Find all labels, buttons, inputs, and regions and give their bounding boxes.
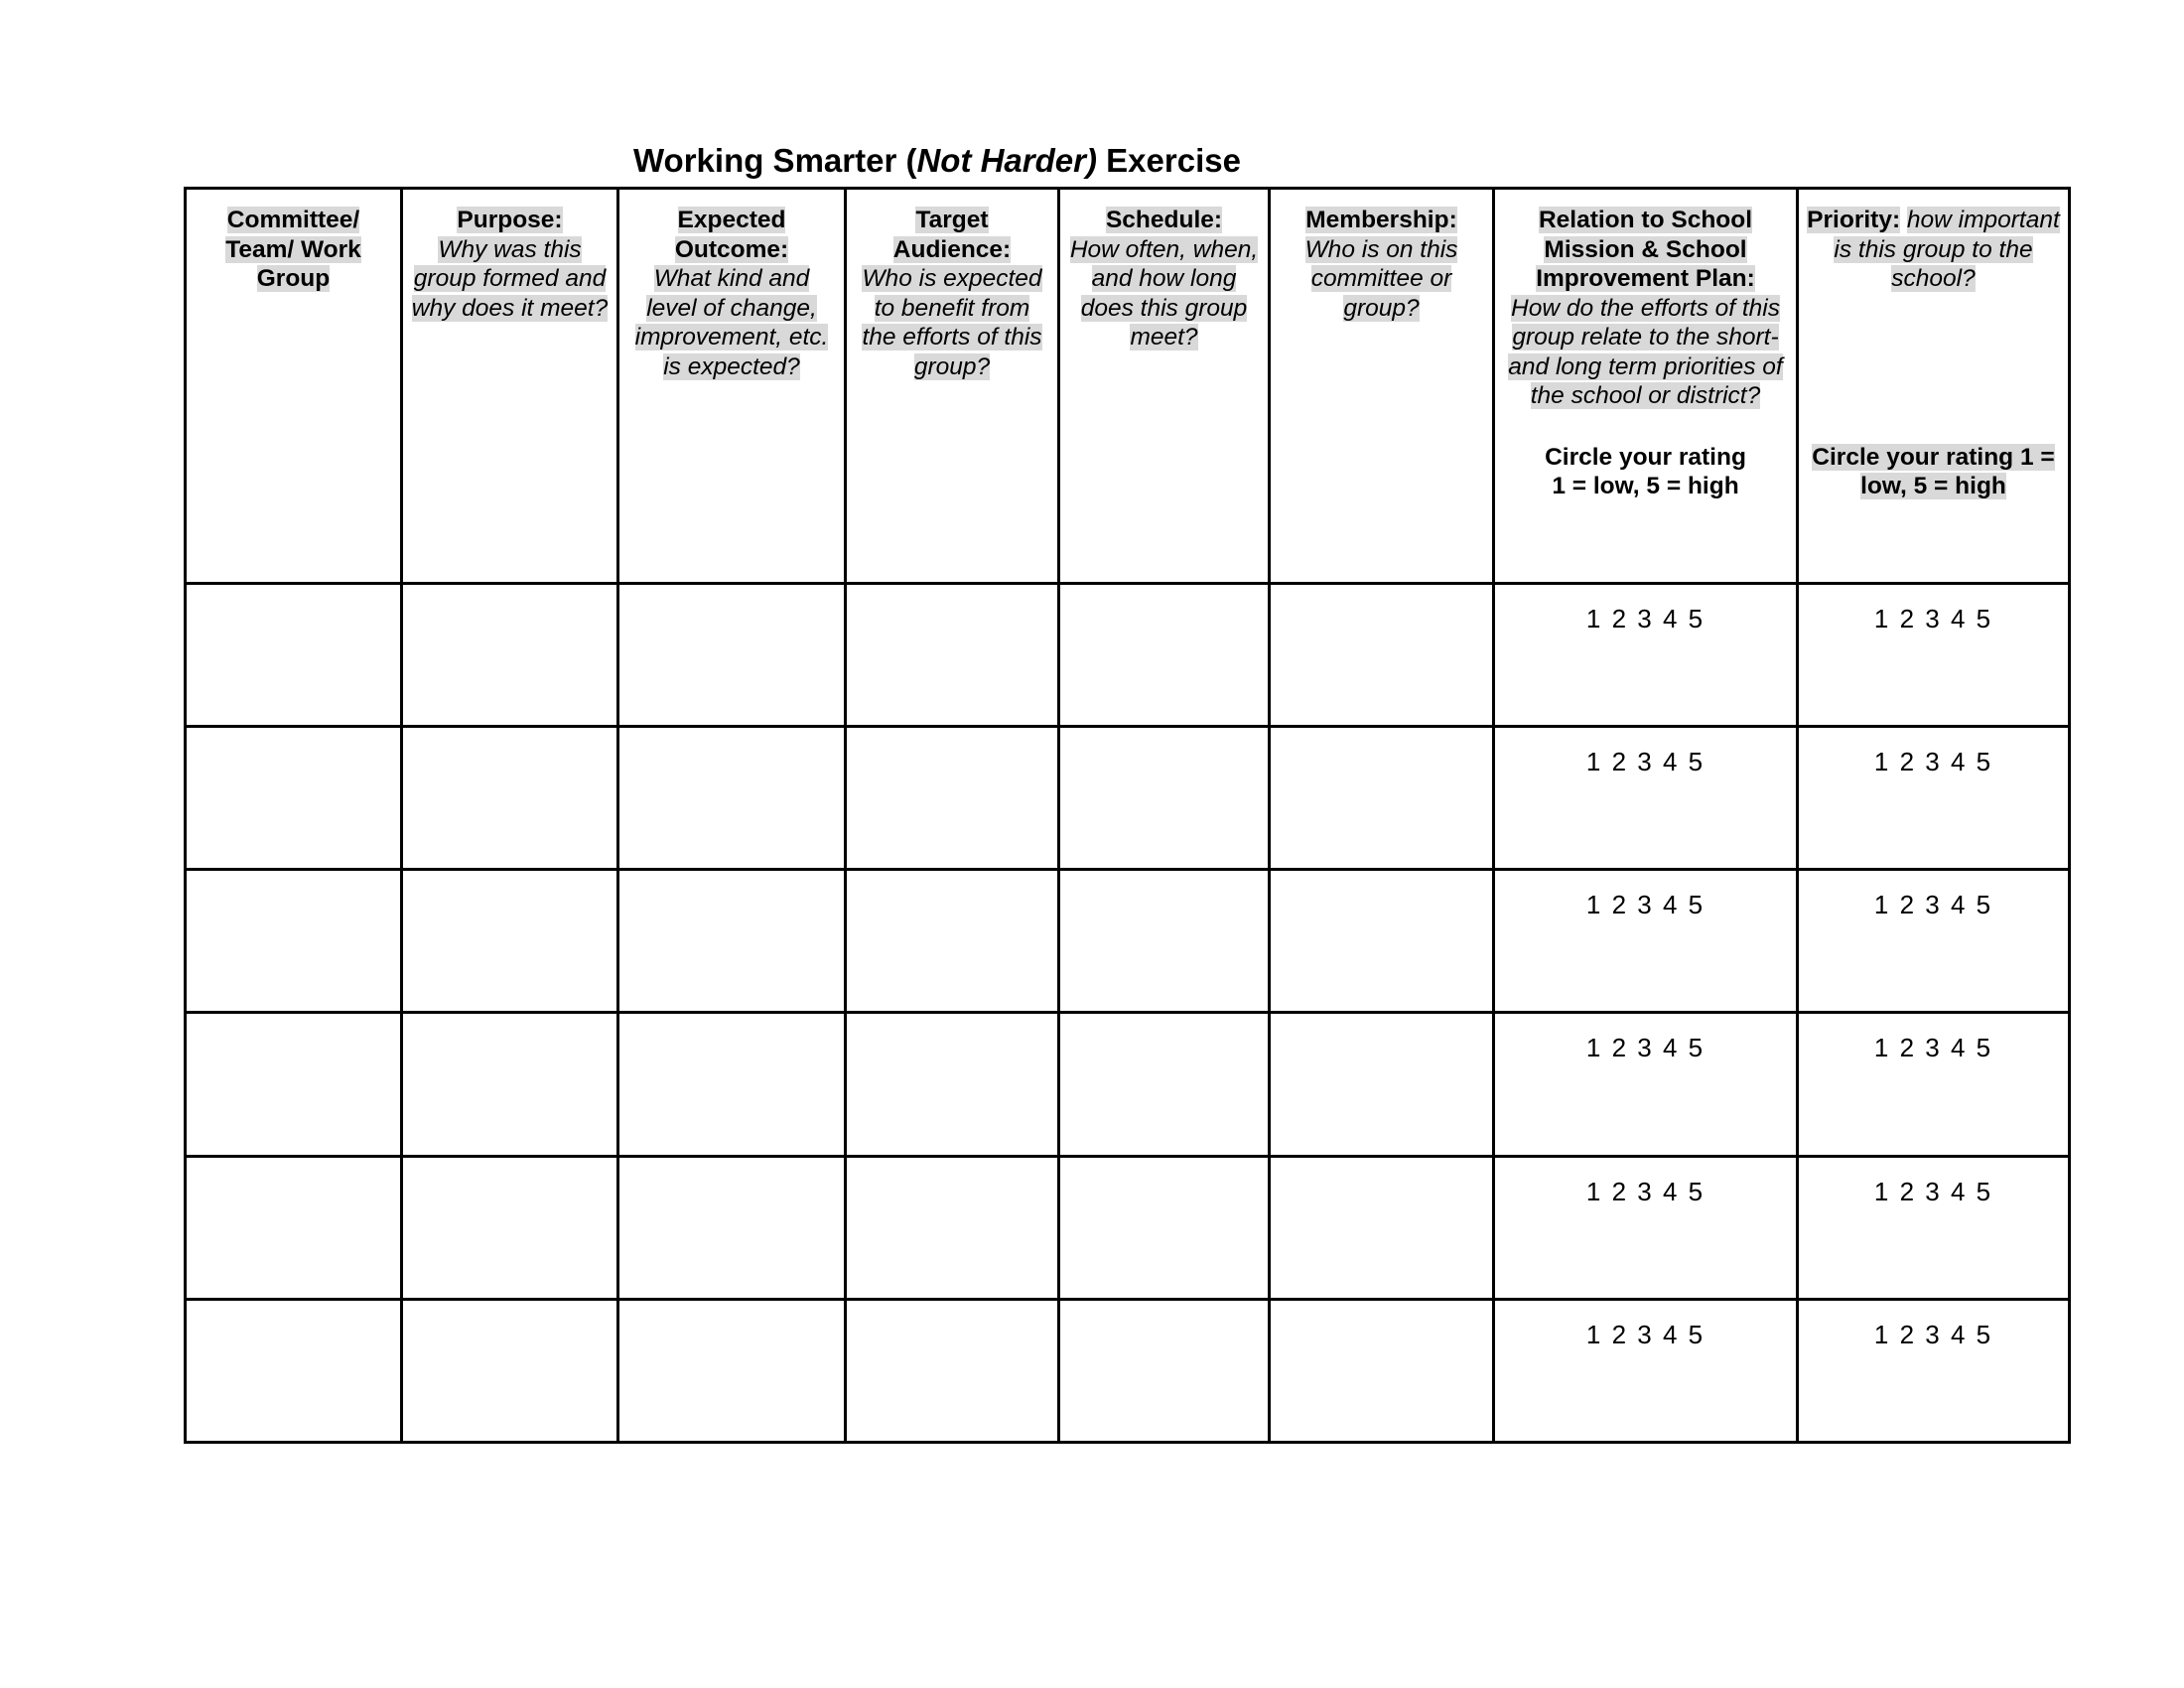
table-row [186,1013,2070,1156]
membership-cell[interactable] [1270,1013,1494,1156]
schedule-cell[interactable] [1059,1156,1270,1299]
header-membership [1270,189,1494,584]
table-row [186,870,2070,1013]
schedule-cell[interactable] [1059,1299,1270,1442]
audience-cell[interactable] [846,583,1059,726]
audience-cell[interactable] [846,1013,1059,1156]
audience-cell[interactable] [846,726,1059,869]
relation-rating-cell[interactable] [1494,1156,1798,1299]
priority-rating-cell[interactable] [1798,1013,2070,1156]
priority-rating-cell[interactable] [1798,1156,2070,1299]
relation-instruction: Circle your rating [1545,443,1746,471]
committee-cell[interactable] [186,1013,402,1156]
priority-rating-cell[interactable] [1798,726,2070,869]
relation-rating-cell[interactable] [1494,583,1798,726]
header-row [186,189,2070,584]
schedule-cell[interactable] [1059,583,1270,726]
header-outcome [618,189,846,584]
outcome-heading: Expected Outcome: [674,207,789,263]
membership-cell[interactable] [1270,1299,1494,1442]
audience-question: Who is expected to benefit from the efforts of this group? [862,265,1042,380]
header-priority [1798,189,2070,584]
priority-rating[interactable]: 1 2 3 4 5 [1873,1319,1993,1349]
committee-cell[interactable] [186,1299,402,1442]
relation-rating-cell[interactable] [1494,1299,1798,1442]
relation-rating[interactable]: 1 2 3 4 5 [1585,1033,1706,1063]
priority-rating-cell[interactable] [1798,583,2070,726]
relation-rating-cell[interactable] [1494,726,1798,869]
relation-question: How do the efforts of this group relate to the short- and long term priorities of the school or district? [1508,294,1783,409]
committee-cell[interactable] [186,870,402,1013]
relation-scale: 1 = low, 5 = high [1552,473,1739,499]
membership-heading: Membership: [1305,207,1457,233]
relation-rating[interactable]: 1 2 3 4 5 [1585,603,1706,633]
purpose-cell[interactable] [402,870,618,1013]
audience-cell[interactable] [846,1156,1059,1299]
priority-rating[interactable]: 1 2 3 4 5 [1873,1033,1993,1063]
outcome-cell[interactable] [618,1156,846,1299]
schedule-cell[interactable] [1059,870,1270,1013]
outcome-cell[interactable] [618,1013,846,1156]
table-row [186,1299,2070,1442]
header-audience [846,189,1059,584]
outcome-cell[interactable] [618,726,846,869]
title-part-2: Exercise [1096,142,1241,179]
membership-cell[interactable] [1270,583,1494,726]
header-purpose [402,189,618,584]
header-schedule [1059,189,1270,584]
purpose-heading: Purpose: [457,207,563,233]
page-title [633,144,1241,177]
purpose-cell[interactable] [402,726,618,869]
schedule-heading: Schedule: [1105,207,1223,233]
membership-question: Who is on this committee or group? [1304,235,1458,322]
purpose-question: Why was this group formed and why does it meet? [411,235,609,322]
committee-cell[interactable] [186,726,402,869]
table-row [186,1156,2070,1299]
committee-cell[interactable] [186,583,402,726]
priority-rating[interactable]: 1 2 3 4 5 [1873,746,1993,776]
relation-rating[interactable]: 1 2 3 4 5 [1585,746,1706,776]
table-row [186,583,2070,726]
priority-rating-cell[interactable] [1798,870,2070,1013]
purpose-cell[interactable] [402,1299,618,1442]
table-row [186,726,2070,869]
membership-cell[interactable] [1270,1156,1494,1299]
priority-rating[interactable]: 1 2 3 4 5 [1873,1176,1993,1206]
committee-heading: Committee/ Team/ Work Group [225,207,361,292]
relation-rating[interactable]: 1 2 3 4 5 [1585,1176,1706,1206]
priority-rating[interactable]: 1 2 3 4 5 [1873,603,1993,633]
priority-rating-cell[interactable] [1798,1299,2070,1442]
audience-cell[interactable] [846,870,1059,1013]
header-relation [1494,189,1798,584]
worksheet-table [184,187,2071,1444]
audience-heading: Target Audience: [892,207,1012,263]
relation-rating[interactable]: 1 2 3 4 5 [1585,890,1706,920]
outcome-cell[interactable] [618,583,846,726]
priority-heading: Priority: [1807,207,1901,233]
committee-cell[interactable] [186,1156,402,1299]
audience-cell[interactable] [846,1299,1059,1442]
outcome-question: What kind and level of change, improvement, etc. is expected? [634,265,829,380]
outcome-cell[interactable] [618,870,846,1013]
membership-cell[interactable] [1270,726,1494,869]
relation-rating-cell[interactable] [1494,870,1798,1013]
schedule-cell[interactable] [1059,1013,1270,1156]
priority-instruction: Circle your rating 1 = low, 5 = high [1812,443,2055,499]
title-emphasis: Not Harder) [916,142,1097,179]
schedule-question: How often, when, and how long does this group meet? [1069,235,1259,351]
purpose-cell[interactable] [402,583,618,726]
schedule-cell[interactable] [1059,726,1270,869]
priority-question: how important is this group to the school? [1834,207,2060,292]
membership-cell[interactable] [1270,870,1494,1013]
relation-rating-cell[interactable] [1494,1013,1798,1156]
relation-heading: Relation to School Mission & School Improvement Plan: [1536,207,1755,292]
title-part-1: Working Smarter ( [633,142,917,179]
purpose-cell[interactable] [402,1013,618,1156]
purpose-cell[interactable] [402,1156,618,1299]
outcome-cell[interactable] [618,1299,846,1442]
relation-rating[interactable]: 1 2 3 4 5 [1585,1319,1706,1349]
priority-rating[interactable]: 1 2 3 4 5 [1873,890,1993,920]
header-committee [186,189,402,584]
